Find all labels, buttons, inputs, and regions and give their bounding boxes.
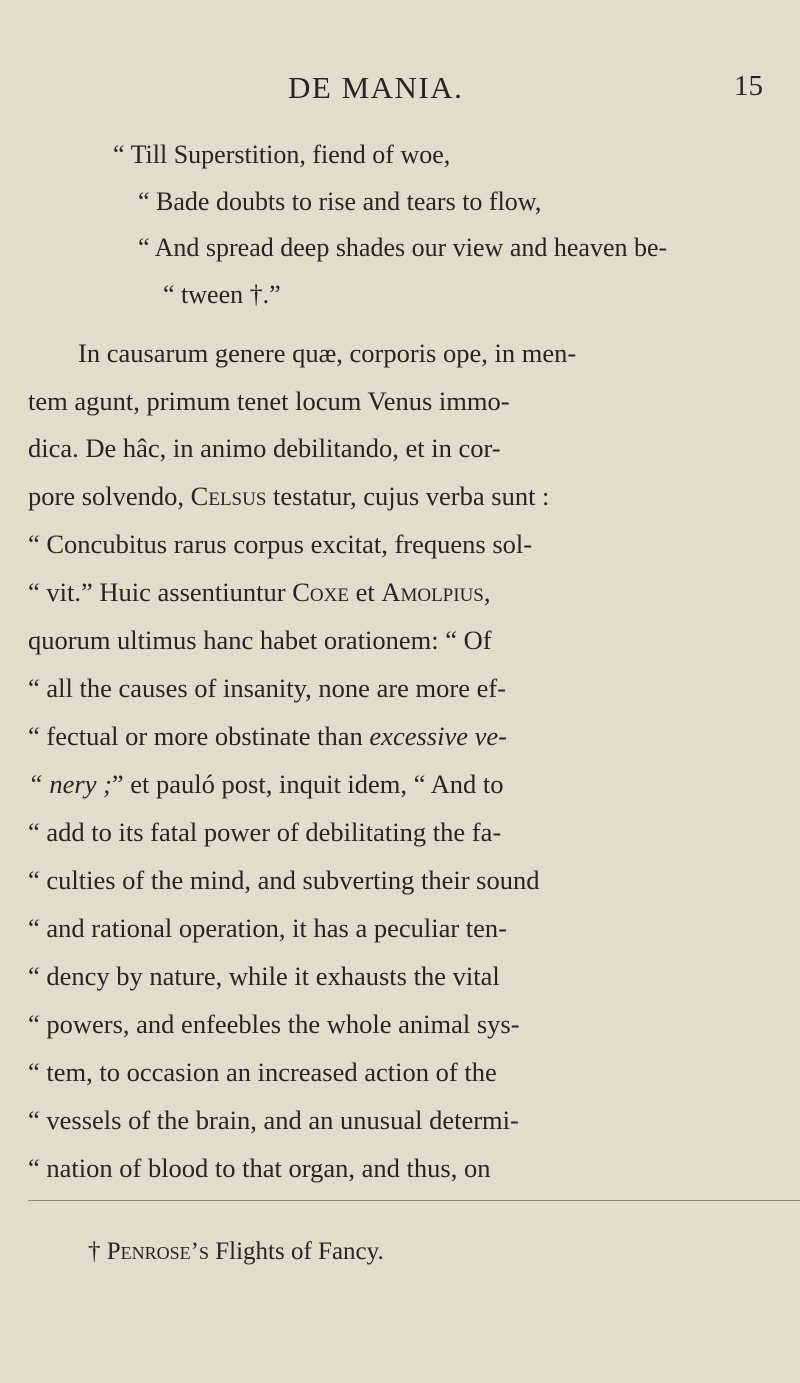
body-line: In causarum genere quæ, corporis ope, in men-: [78, 338, 577, 368]
body-line: [28, 769, 503, 800]
verse-line: “ Bade doubts to rise and tears to flow,: [138, 187, 542, 216]
verse-line: “ tween †.”: [163, 280, 281, 309]
body-line: [28, 721, 507, 752]
page-number: 15: [734, 70, 763, 102]
footnote-title: Flights of Fancy.: [209, 1238, 384, 1265]
body-line: “ dency by nature, while it exhausts the vital: [28, 961, 500, 991]
body-text: et: [348, 577, 382, 607]
body-line: “ Concubitus rarus corpus excitat, frequens sol-: [28, 529, 533, 559]
body-line: quorum ultimus hanc habet orationem: “ Of: [28, 625, 492, 655]
author-name: Celsus: [190, 481, 267, 511]
body-line: “ vessels of the brain, and an unusual determi-: [28, 1105, 519, 1135]
author-name: Amolpius,: [381, 577, 491, 607]
footnote-divider: [28, 1200, 800, 1201]
body-text: pore solvendo,: [28, 481, 191, 511]
body-line: “ tem, to occasion an increased action of the: [28, 1057, 497, 1087]
body-line: “ culties of the mind, and subverting their sound: [28, 865, 540, 895]
body-text: testatur, cujus verba sunt :: [266, 481, 550, 511]
verse-line: “ And spread deep shades our view and heaven be-: [138, 233, 668, 262]
body-line: “ add to its fatal power of debilitating the fa-: [28, 817, 502, 847]
running-header-title: DE MANIA.: [288, 70, 464, 105]
body-line: “ and rational operation, it has a peculiar ten-: [28, 913, 508, 943]
footnote-mark: †: [88, 1238, 107, 1265]
verse-line: “ Till Superstition, fiend of woe,: [113, 140, 451, 169]
body-line: [28, 481, 549, 512]
body-text: “ fectual or more obstinate than: [28, 721, 370, 751]
body-text: ” et pauló post, inquit idem, “ And to: [111, 769, 504, 799]
footnote-author: Penrose’s: [106, 1238, 209, 1265]
author-name: Coxe: [292, 577, 349, 607]
footnote: [88, 1238, 384, 1266]
body-line: tem agunt, primum tenet locum Venus immo-: [28, 386, 510, 416]
body-line: “ all the causes of insanity, none are more ef-: [28, 673, 507, 703]
body-line: “ powers, and enfeebles the whole animal sys-: [28, 1009, 520, 1039]
body-line: dica. De hâc, in animo debilitando, et in cor-: [28, 433, 501, 463]
italic-phrase: excessive ve-: [369, 721, 507, 751]
body-line: [28, 577, 490, 608]
body-text: “ vit.” Huic assentiuntur: [28, 577, 293, 607]
italic-phrase: “ nery ;: [28, 769, 112, 799]
body-line: “ nation of blood to that organ, and thus, on: [28, 1153, 491, 1183]
